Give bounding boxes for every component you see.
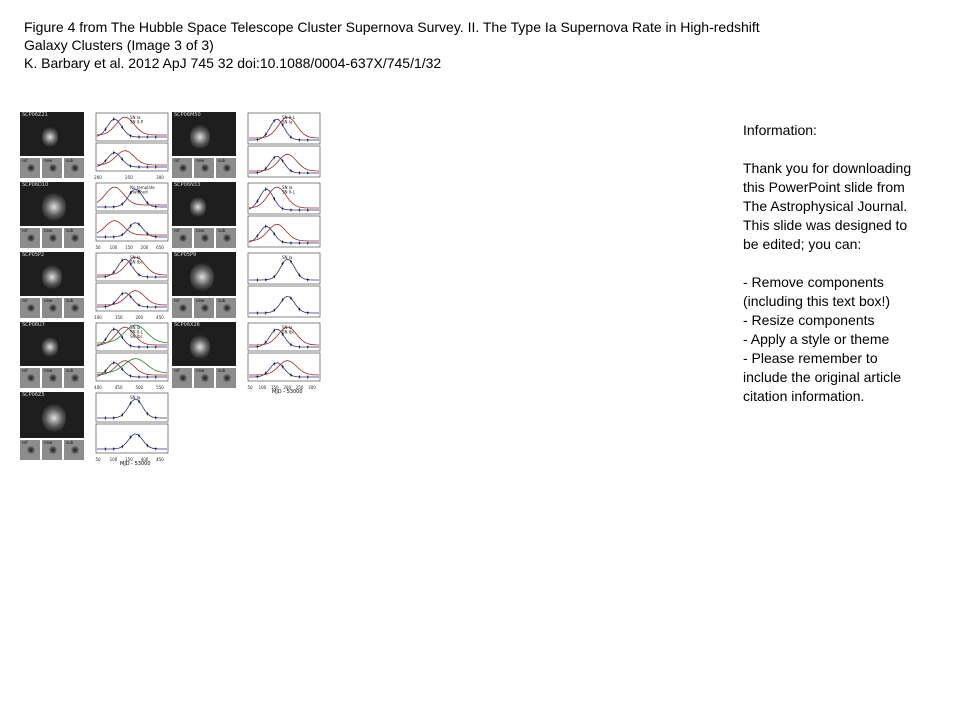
legend-entry: SN Ia bbox=[130, 325, 141, 330]
stamp-label: SCP06M50 bbox=[174, 112, 201, 118]
x-tick-label: 650 bbox=[156, 245, 164, 250]
panel-scp06x26 bbox=[172, 322, 322, 395]
x-tick-label: 100 bbox=[109, 457, 118, 462]
legend-entry: SN Ibc bbox=[130, 334, 143, 339]
galaxy-stamp-image bbox=[20, 322, 84, 366]
info-item-citation: - Please remember to include the original article citation information. bbox=[743, 350, 901, 404]
x-tick-label: 450 bbox=[156, 457, 164, 462]
x-tick-label: 100 bbox=[109, 245, 118, 250]
subplot-frame bbox=[248, 286, 320, 317]
panel-scp05p2 bbox=[20, 252, 170, 320]
thumb-new: new bbox=[42, 440, 62, 460]
thumb-ref: ref bbox=[172, 298, 192, 318]
x-tick-label: 100 bbox=[258, 385, 267, 390]
stamp-label: SCP06D10 bbox=[22, 182, 49, 188]
x-tick-label: 200 bbox=[135, 315, 144, 320]
x-tick-label: 500 bbox=[135, 385, 144, 390]
galaxy-stamp-image bbox=[20, 182, 84, 226]
lightcurve-svg bbox=[242, 252, 322, 320]
legend-entry: SN II-P bbox=[130, 119, 144, 125]
legend-entry: SN Ibc bbox=[282, 329, 295, 335]
x-tick-label: 250 bbox=[295, 385, 304, 390]
info-heading: Information: bbox=[743, 122, 817, 138]
stamp-label: SCP06N33 bbox=[174, 182, 201, 188]
thumb-sub: sub bbox=[64, 158, 84, 178]
thumb-ref: ref bbox=[20, 158, 40, 178]
legend-entry: SN Ia bbox=[282, 119, 293, 125]
x-tick-label: 150 bbox=[114, 315, 123, 320]
info-item-style: - Apply a style or theme bbox=[743, 331, 890, 347]
x-axis-label: MJD - 53000 bbox=[120, 461, 151, 467]
galaxy-stamp-image bbox=[172, 322, 236, 366]
caption-title-line1: Figure 4 from The Hubble Space Telescope Cluster Supernova Survey. II. The Type Ia Supernova Rate in High-redshift bbox=[24, 19, 760, 35]
thumb-ref: ref bbox=[20, 298, 40, 318]
x-tick-label: 100 bbox=[94, 315, 102, 320]
thumb-ref: ref bbox=[172, 158, 192, 178]
galaxy-stamp-image bbox=[172, 252, 236, 296]
thumb-new: new bbox=[194, 228, 214, 248]
lightcurve-svg bbox=[90, 322, 170, 390]
caption-citation: K. Barbary et al. 2012 ApJ 745 32 doi:10.1088/0004-637X/745/1/32 bbox=[24, 55, 442, 71]
model-curve bbox=[97, 434, 167, 449]
x-tick-label: 50 bbox=[95, 457, 101, 462]
panel-scp06u7 bbox=[20, 322, 170, 390]
thumb-new: new bbox=[42, 158, 62, 178]
thumb-sub: sub bbox=[216, 368, 236, 388]
model-curve bbox=[97, 399, 167, 418]
panel-scp06n33 bbox=[172, 182, 322, 250]
thumb-ref: ref bbox=[20, 228, 40, 248]
model-curve bbox=[249, 259, 319, 280]
x-tick-label: 50 bbox=[247, 385, 253, 390]
x-tick-label: 200 bbox=[283, 385, 292, 390]
legend-entry: SN Ia bbox=[282, 255, 293, 260]
stamp-label: SCP06X26 bbox=[174, 322, 200, 328]
x-tick-label: 400 bbox=[94, 385, 102, 390]
model-curve bbox=[97, 359, 167, 373]
model-curve bbox=[97, 221, 167, 235]
lightcurve-svg bbox=[90, 182, 170, 250]
legend-entry: SN II-L bbox=[130, 329, 143, 335]
thumb-new: new bbox=[42, 298, 62, 318]
stamp-label: SCP05P9 bbox=[174, 252, 197, 258]
lightcurve-plot bbox=[90, 392, 170, 462]
legend-entry: SN II-L bbox=[282, 189, 295, 195]
x-tick-label: 250 bbox=[125, 175, 133, 180]
galaxy-stamp-image bbox=[172, 182, 236, 226]
thumb-sub: sub bbox=[216, 228, 236, 248]
lightcurve-svg bbox=[242, 322, 322, 390]
thumb-sub: sub bbox=[216, 298, 236, 318]
panel-scp06m50 bbox=[172, 112, 322, 180]
info-text-box[interactable] bbox=[743, 121, 923, 406]
thumb-sub: sub bbox=[64, 368, 84, 388]
panel-scp06z21 bbox=[20, 112, 170, 180]
lightcurve-svg bbox=[90, 112, 170, 180]
x-tick-label: 200 bbox=[94, 175, 102, 180]
supernova-lightcurve-figure[interactable] bbox=[20, 112, 326, 467]
thumb-sub: sub bbox=[216, 158, 236, 178]
thumb-ref: ref bbox=[172, 368, 192, 388]
lightcurve-svg bbox=[242, 112, 322, 180]
lightcurve-plot bbox=[242, 322, 322, 390]
x-tick-label: 450 bbox=[114, 385, 123, 390]
x-tick-label: 200 bbox=[140, 245, 149, 250]
x-tick-label: 150 bbox=[125, 457, 133, 462]
thumb-sub: sub bbox=[64, 298, 84, 318]
thumb-new: new bbox=[194, 158, 214, 178]
lightcurve-svg bbox=[242, 182, 322, 250]
legend-entry: SN II-L bbox=[282, 115, 295, 120]
lightcurve-plot bbox=[242, 112, 322, 180]
lightcurve-svg bbox=[90, 252, 170, 320]
thumb-ref: ref bbox=[20, 440, 40, 460]
stamp-label: SCP06Z21 bbox=[22, 112, 48, 118]
x-tick-label: 300 bbox=[308, 385, 316, 390]
lightcurve-plot bbox=[90, 252, 170, 320]
legend-entry: SN Ia bbox=[282, 185, 293, 190]
galaxy-stamp-image bbox=[20, 112, 84, 156]
panel-scp06d10 bbox=[20, 182, 170, 250]
lightcurve-plot bbox=[242, 182, 322, 250]
legend-entry: No template bbox=[130, 185, 155, 190]
legend-entry: SN Ia bbox=[282, 325, 293, 330]
stamp-label: SCP06Z5 bbox=[22, 392, 45, 398]
galaxy-stamp-image bbox=[20, 252, 84, 296]
x-tick-label: 300 bbox=[156, 175, 164, 180]
thumb-sub: sub bbox=[64, 228, 84, 248]
lightcurve-plot bbox=[90, 112, 170, 180]
stamp-label: SCP06U7 bbox=[22, 322, 45, 328]
thumb-new: new bbox=[42, 228, 62, 248]
legend-entry: SN Ia bbox=[130, 395, 141, 400]
figure-caption bbox=[24, 18, 924, 72]
x-tick-label: 450 bbox=[156, 315, 164, 320]
thumb-new: new bbox=[194, 368, 214, 388]
info-item-resize: - Resize components bbox=[743, 312, 875, 328]
legend-entry: matched bbox=[130, 189, 148, 195]
legend-entry: SN Ibc bbox=[130, 259, 143, 265]
thumb-ref: ref bbox=[20, 368, 40, 388]
stamp-label: SCP05P2 bbox=[22, 252, 45, 258]
model-curve bbox=[249, 296, 319, 313]
panel-scp06z5 bbox=[20, 392, 170, 467]
lightcurve-plot bbox=[90, 182, 170, 250]
thumb-ref: ref bbox=[172, 228, 192, 248]
x-tick-label: 550 bbox=[156, 385, 164, 390]
x-axis-label: MJD - 53000 bbox=[272, 389, 303, 395]
x-tick-label: 400 bbox=[140, 457, 149, 462]
lightcurve-plot bbox=[90, 322, 170, 390]
x-tick-label: 150 bbox=[270, 385, 279, 390]
info-intro: Thank you for downloading this PowerPoint slide from The Astrophysical Journal. This slide was designed to be edited; you can: bbox=[743, 160, 912, 252]
thumb-new: new bbox=[42, 368, 62, 388]
caption-title-line2: Galaxy Clusters (Image 3 of 3) bbox=[24, 37, 214, 53]
panel-scp05p9 bbox=[172, 252, 322, 320]
galaxy-stamp-image bbox=[172, 112, 236, 156]
info-item-remove: - Remove components (including this text box!) bbox=[743, 274, 891, 309]
galaxy-stamp-image bbox=[20, 392, 84, 438]
x-tick-label: 150 bbox=[125, 245, 133, 250]
legend-entry: SN Ia bbox=[130, 255, 141, 260]
thumb-sub: sub bbox=[64, 440, 84, 460]
lightcurve-plot bbox=[242, 252, 322, 320]
legend-entry: SN Ia bbox=[130, 115, 141, 120]
lightcurve-svg bbox=[90, 392, 170, 462]
thumb-new: new bbox=[194, 298, 214, 318]
x-tick-label: 50 bbox=[95, 245, 101, 250]
